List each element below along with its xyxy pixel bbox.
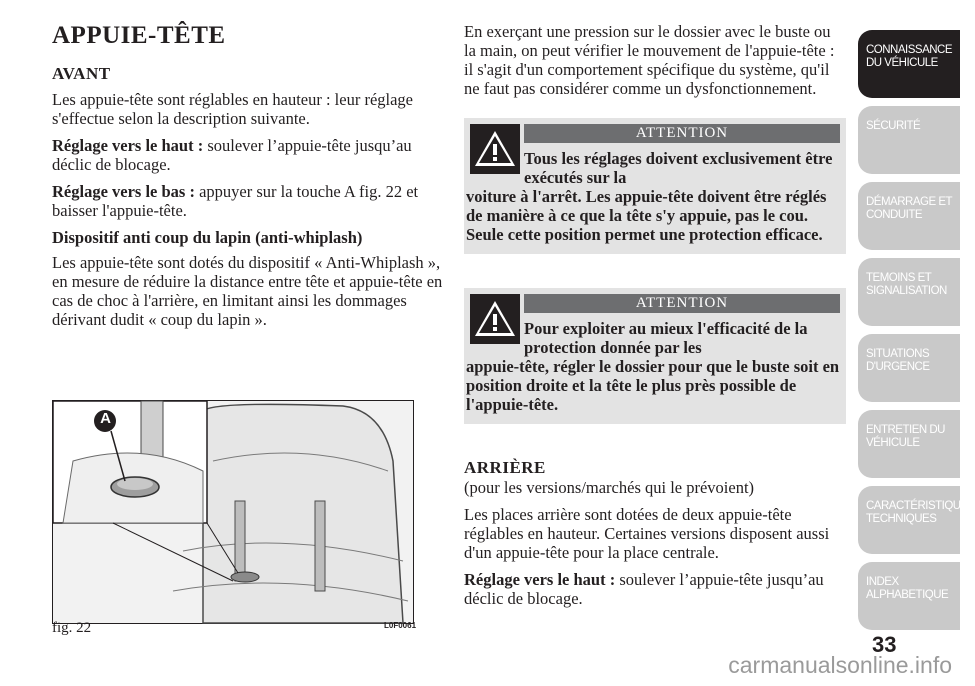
figure-caption: fig. 22 — [52, 620, 92, 636]
rear-up-label: Réglage vers le haut : — [464, 570, 616, 589]
front-down-paragraph — [52, 182, 444, 220]
headrest-illustration — [53, 401, 413, 623]
whiplash-heading: Dispositif anti coup du lapin (anti-whiplash) — [52, 228, 363, 247]
front-heading: AVANT — [52, 64, 111, 83]
tab-entretien-du-vehicule[interactable]: ENTRETIEN DU VÉHICULE — [858, 410, 960, 478]
callout-a-label: A — [100, 410, 111, 427]
page-number: 33 — [872, 632, 897, 657]
left-column — [52, 22, 444, 337]
tab-securite[interactable]: SÉCURITÉ — [858, 106, 960, 174]
warning-icon — [470, 294, 520, 344]
tab-demarrage-et-conduite[interactable]: DÉMARRAGE ET CONDUITE — [858, 182, 960, 250]
front-up-paragraph — [52, 136, 444, 174]
right-column — [464, 22, 846, 616]
watermark: carmanualsonline.info — [728, 652, 952, 678]
page-title: APPUIE-TÊTE — [52, 22, 226, 49]
attention-header-2: ATTENTION — [524, 294, 840, 313]
tab-temoins-et-signalisation[interactable]: TEMOINS ET SIGNALISATION — [858, 258, 960, 326]
attention-text-2 — [466, 319, 840, 414]
headrest-figure — [52, 400, 414, 624]
warning-icon — [470, 124, 520, 174]
tab-connaissance-du-vehicule[interactable]: CONNAISSANCE DU VÉHICULE — [858, 30, 960, 98]
attention-rest-2: appuie-tête, régler le dossier pour que le buste soit en position droite et la tête le plus près possible de l'appuie-tête. — [466, 357, 840, 414]
chapter-sidebar — [858, 0, 975, 686]
front-intro-paragraph: Les appuie-tête sont réglables en hauteur : leur réglage s'effectue selon la description suivante. — [52, 90, 414, 128]
rear-paragraph: Les places arrière sont dotées de deux appuie-tête réglables en hauteur. Certaines versions disposent aussi d'un appuie-tête pour la place centrale. — [464, 505, 830, 562]
pressure-paragraph: En exerçant une pression sur le dossier avec le buste ou la main, on peut vérifier le mouvement de l'appuie-tête : il s'agit d'un comportement spécifique du système, qu'il ne faut pas considérer comme un dysfonctionnement. — [464, 22, 835, 98]
rear-up-text: soulever l’appuie-tête jusqu’au déclic de blocage. — [464, 570, 824, 608]
attention-lead-2: Pour exploiter au mieux l'efficacité de la protection donnée par les — [524, 319, 808, 357]
down-label: Réglage vers le bas : — [52, 182, 195, 201]
attention-box-2 — [464, 288, 846, 424]
attention-lead-1: Tous les réglages doivent exclusivement être exécutés sur la — [524, 149, 833, 187]
figure-code: L0F0061 — [384, 621, 417, 630]
tab-index-alphabetique[interactable]: INDEX ALPHABETIQUE — [858, 562, 960, 630]
rear-heading: ARRIÈRE — [464, 458, 546, 477]
up-label: Réglage vers le haut : — [52, 136, 204, 155]
rear-note: (pour les versions/marchés qui le prévoient) — [464, 478, 755, 497]
tab-caracteristiques-techniques[interactable]: CARACTÉRISTIQUES TECHNIQUES — [858, 486, 960, 554]
attention-text-1 — [466, 149, 840, 244]
down-text: appuyer sur la touche A fig. 22 et baisser l'appuie-tête. — [52, 182, 419, 220]
attention-rest-1: voiture à l'arrêt. Les appuie-tête doivent être réglés de manière à ce que la tête s'y appuie, pas le cou. Seule cette position permet une protection efficace. — [466, 187, 827, 244]
tab-situations-durgence[interactable]: SITUATIONS D'URGENCE — [858, 334, 960, 402]
whiplash-paragraph: Les appuie-tête sont dotés du dispositif « Anti-Whiplash », en mesure de réduire la distance entre tête et appuie-tête en cas de choc à l'arrière, en limitant ainsi les dommages dérivant dudit « coup du lapin ». — [52, 253, 443, 329]
attention-header-1: ATTENTION — [524, 124, 840, 143]
up-text: soulever l’appuie-tête jusqu’au déclic de blocage. — [52, 136, 412, 174]
attention-box-1 — [464, 118, 846, 254]
rear-up-paragraph — [464, 570, 846, 608]
